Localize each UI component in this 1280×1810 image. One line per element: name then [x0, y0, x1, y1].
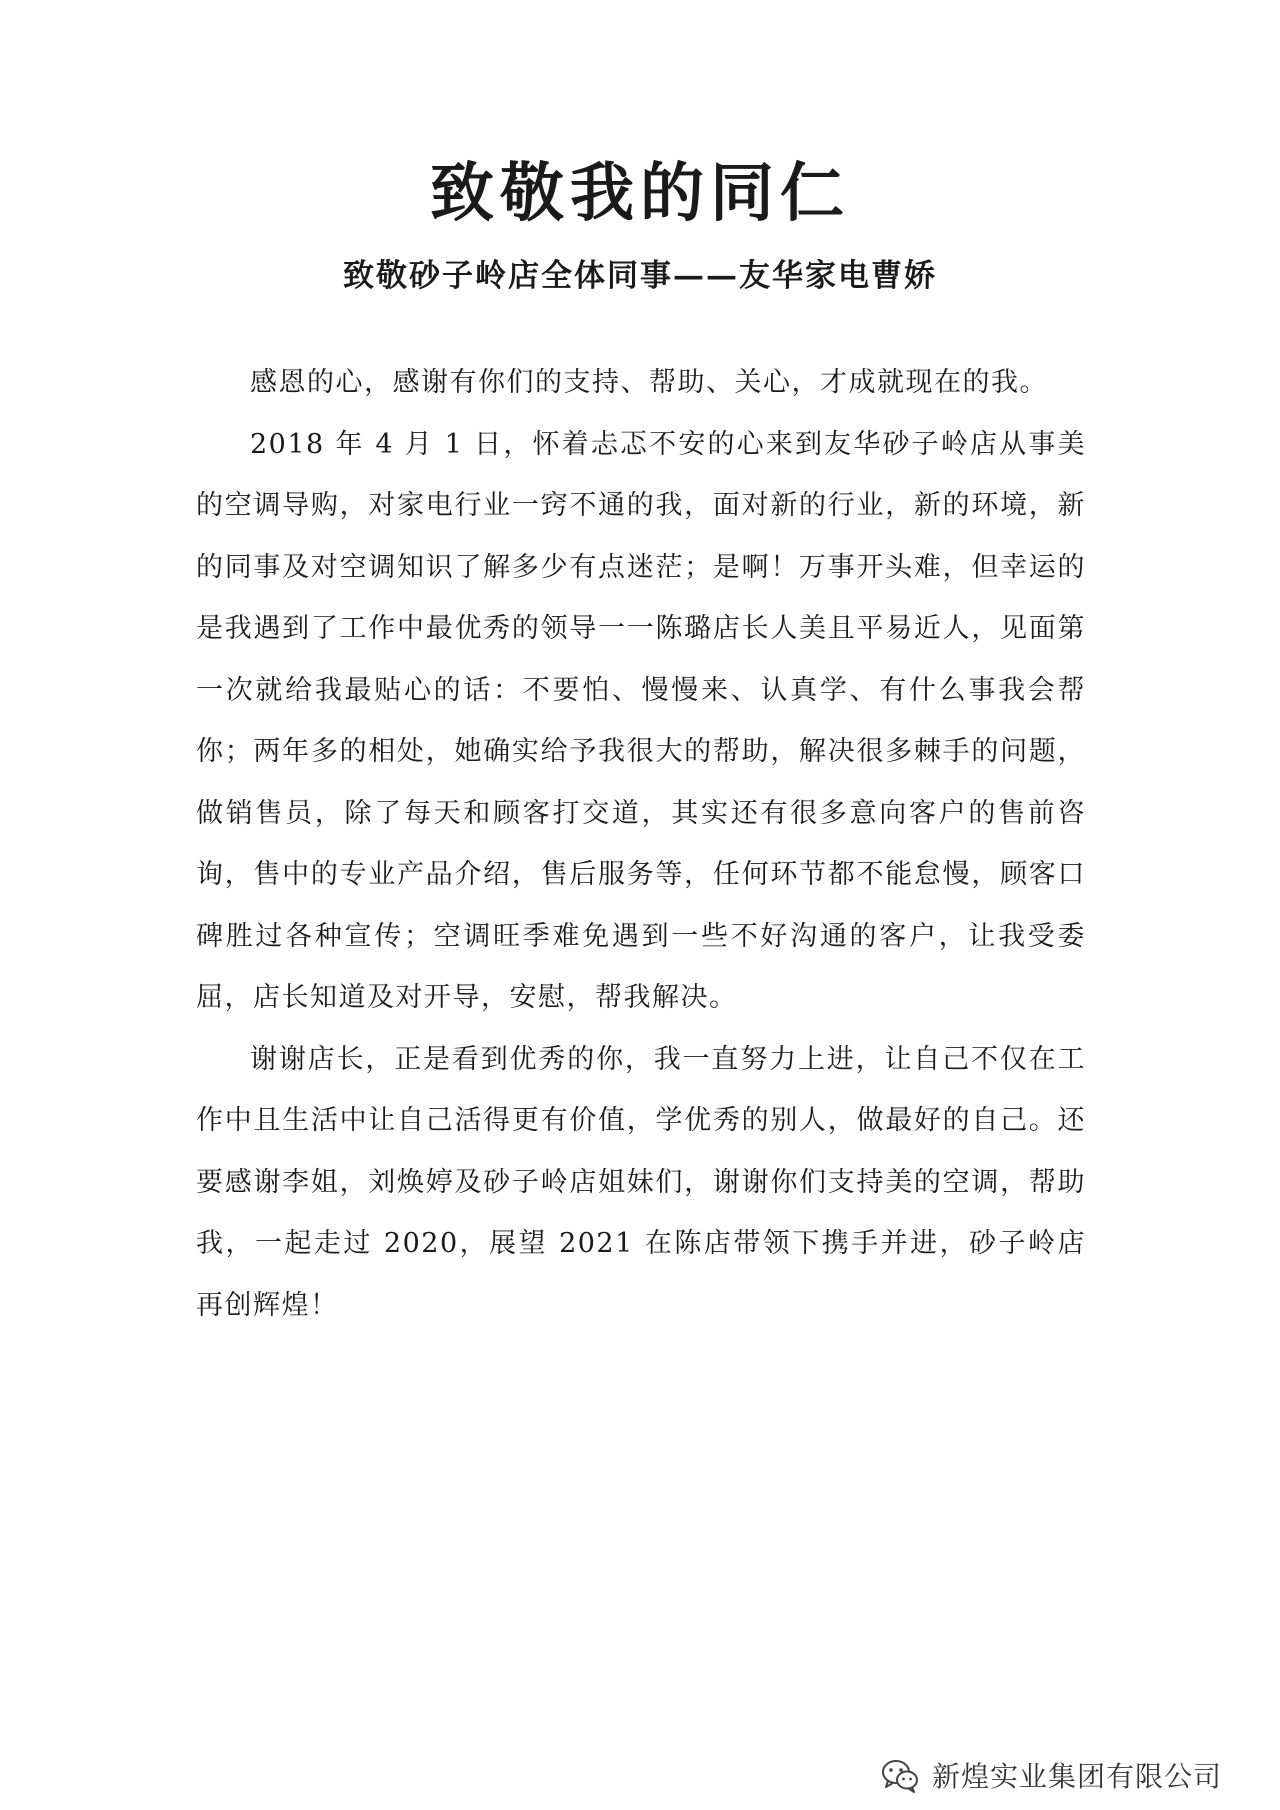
article-body — [196, 352, 1086, 1336]
paragraph-3: 谢谢店长，正是看到优秀的你，我一直努力上进，让自己不仅在工作中且生活中让自己活得更有价值，学优秀的别人，做最好的自己。还要感谢李姐，刘焕婷及砂子岭店姐妹们，谢谢你们支持美的空调，帮助我，一起走过 2020，展望 2021 在陈店带领下携手并进，砂子岭店再创辉煌！ — [196, 1043, 1086, 1321]
paragraph-2: 2018 年 4 月 1 日，怀着忐忑不安的心来到友华砂子岭店从事美的空调导购，对家电行业一窍不通的我，面对新的行业，新的环境，新的同事及对空调知识了解多少有点迷茫；是啊！万事开头难，但幸运的是我遇到了工作中最优秀的领导一一陈璐店长人美且平易近人，见面第一次就给我最贴心的话：不要怕、慢慢来、认真学、有什么事我会帮你；两年多的相处，她确实给予我很大的帮助，解决很多棘手的问题，做销售员，除了每天和顾客打交道，其实还有很多意向客户的售前咨询，售中的专业产品介绍，售后服务等，任何环节都不能怠慢，顾客口碑胜过各种宣传；空调旺季难免遇到一些不好沟通的客户，让我受委屈，店长知道及对开导，安慰，帮我解决。 — [196, 428, 1086, 1013]
watermark — [880, 1755, 1222, 1795]
watermark-text: 新煌实业集团有限公司 — [932, 1760, 1223, 1793]
page-title: 致敬我的同仁 — [430, 156, 850, 231]
wechat-icon — [880, 1755, 920, 1795]
paragraph-1: 感恩的心，感谢有你们的支持、帮助、关心，才成就现在的我。 — [250, 367, 1048, 398]
page-subtitle: 致敬砂子岭店全体同事——友华家电曹娇 — [343, 258, 937, 294]
